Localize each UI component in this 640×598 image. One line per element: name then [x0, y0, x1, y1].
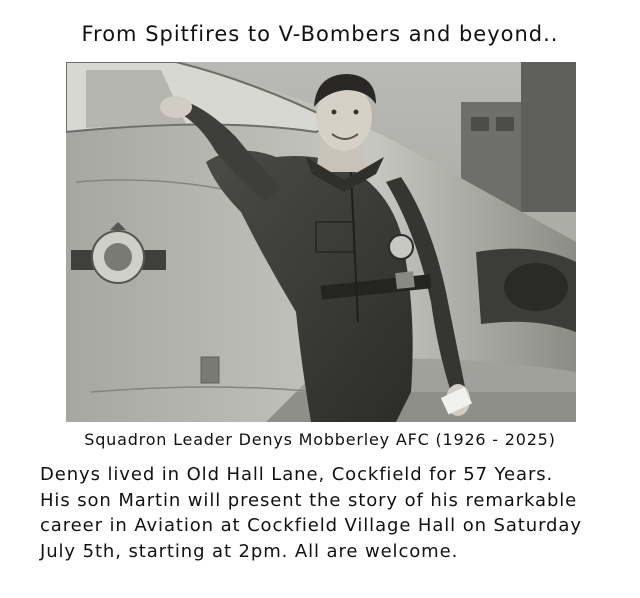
- pilot-photo-illustration: [66, 62, 576, 422]
- headline: From Spitfires to V-Bombers and beyond..: [81, 22, 559, 46]
- description-line: career in Aviation at Cockfield Village Hall on Saturday: [40, 515, 582, 536]
- photo-caption: Squadron Leader Denys Mobberley AFC (1926 - 2025): [84, 430, 556, 449]
- pilot-photo: [66, 62, 576, 422]
- description-line: July 5th, starting at 2pm. All are welcome.: [40, 540, 459, 562]
- description-line: Denys lived in Old Hall Lane, Cockfield for 57 Years.: [40, 464, 554, 485]
- event-description: [40, 462, 630, 564]
- description-line: His son Martin will present the story of his remarkable: [40, 489, 578, 511]
